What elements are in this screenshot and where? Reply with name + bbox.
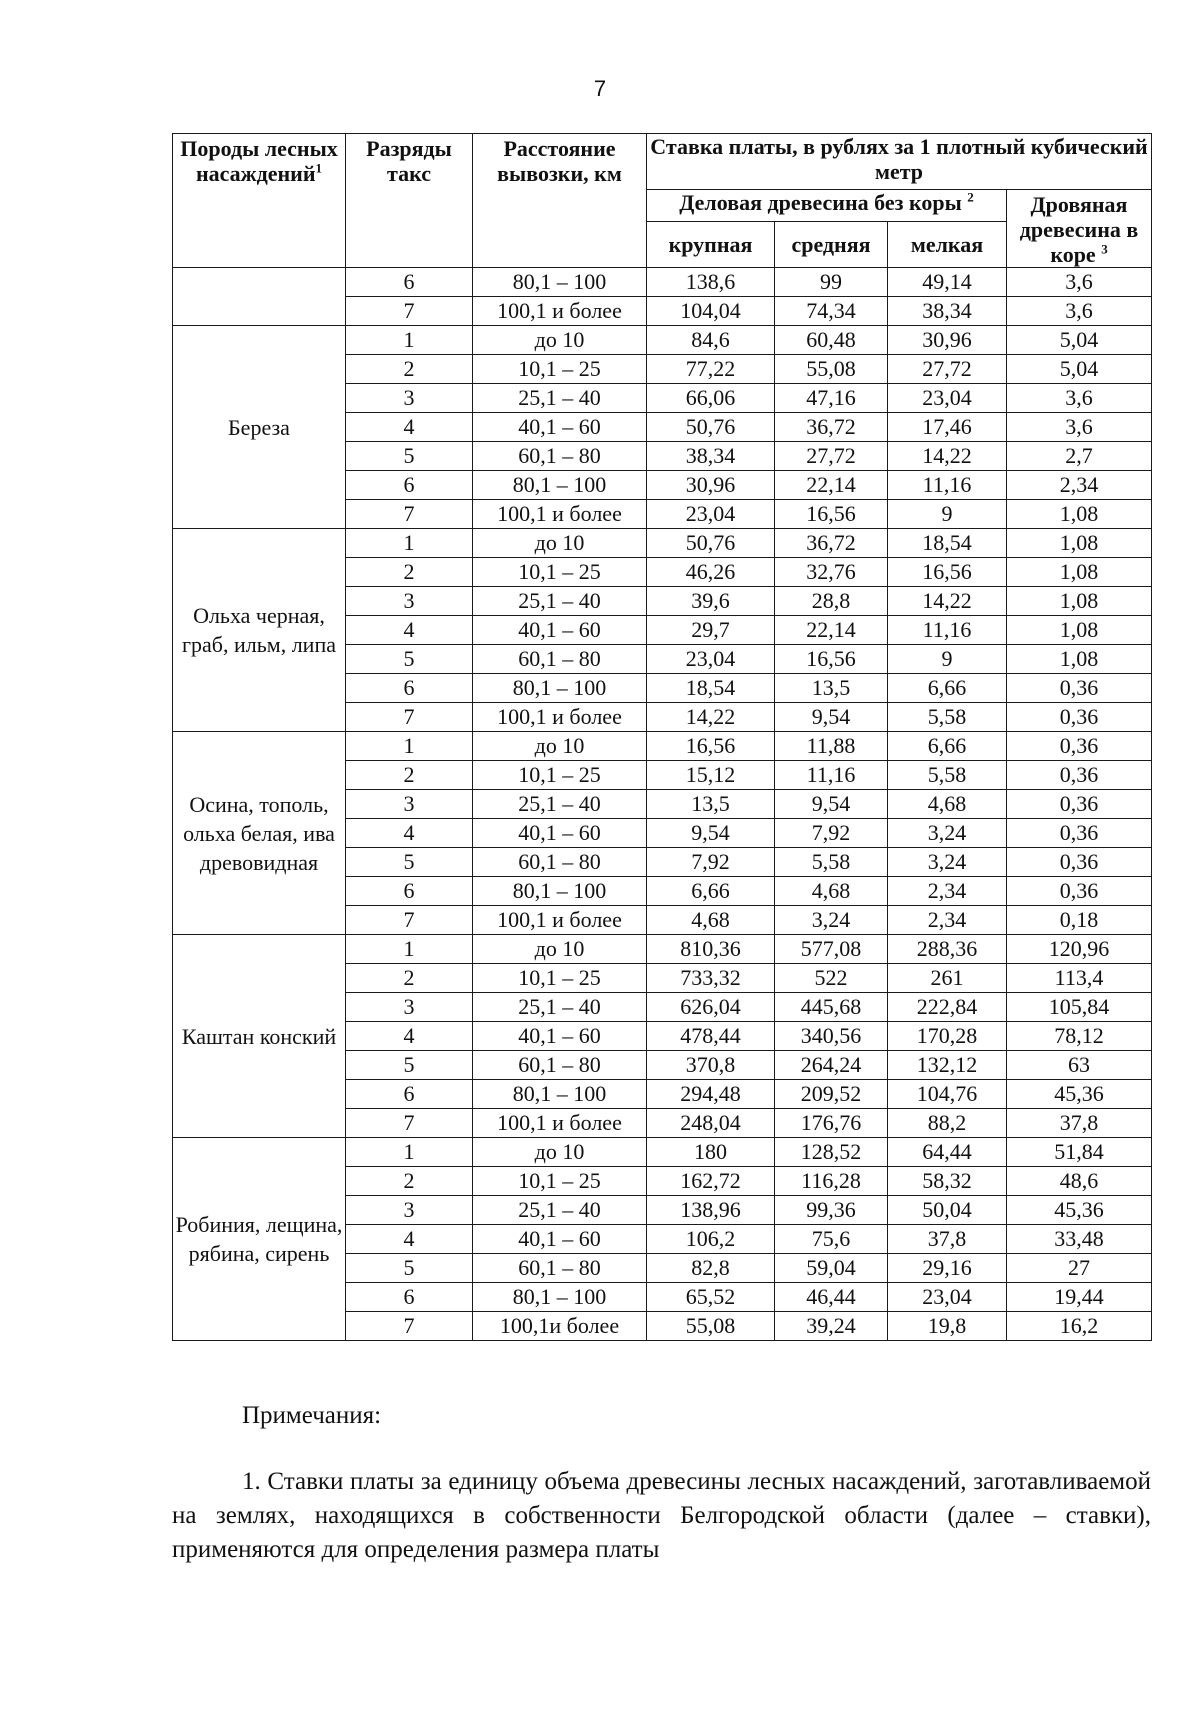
distance-cell: 100,1 и более <box>473 906 647 935</box>
large-cell: 50,76 <box>647 529 775 558</box>
table-row <box>173 529 1152 558</box>
medium-cell: 577,08 <box>775 935 888 964</box>
tax-class-cell: 6 <box>346 471 473 500</box>
large-cell: 66,06 <box>647 384 775 413</box>
large-cell: 23,04 <box>647 500 775 529</box>
tax-class-cell: 7 <box>346 703 473 732</box>
large-cell: 38,34 <box>647 442 775 471</box>
distance-cell: 80,1 – 100 <box>473 471 647 500</box>
tax-class-cell: 4 <box>346 1022 473 1051</box>
tax-class-cell: 7 <box>346 297 473 326</box>
medium-cell: 16,56 <box>775 645 888 674</box>
large-cell: 162,72 <box>647 1167 775 1196</box>
large-cell: 6,66 <box>647 877 775 906</box>
fuel-cell: 1,08 <box>1007 616 1152 645</box>
medium-cell: 209,52 <box>775 1080 888 1109</box>
small-cell: 9 <box>888 500 1007 529</box>
fuel-cell: 2,7 <box>1007 442 1152 471</box>
large-cell: 810,36 <box>647 935 775 964</box>
small-cell: 2,34 <box>888 906 1007 935</box>
small-cell: 14,22 <box>888 587 1007 616</box>
distance-cell: 10,1 – 25 <box>473 964 647 993</box>
table-row <box>173 935 1152 964</box>
fuel-cell: 48,6 <box>1007 1167 1152 1196</box>
small-cell: 38,34 <box>888 297 1007 326</box>
species-cell: Береза <box>173 326 346 529</box>
page-number: 7 <box>593 76 607 101</box>
fuel-cell: 1,08 <box>1007 500 1152 529</box>
header-rate: Ставка платы, в рублях за 1 плотный кубический метр <box>647 134 1152 190</box>
species-cell: Ольха черная, граб, ильм, липа <box>173 529 346 732</box>
fuel-cell: 120,96 <box>1007 935 1152 964</box>
tax-class-cell: 5 <box>346 1254 473 1283</box>
distance-cell: 10,1 – 25 <box>473 558 647 587</box>
small-cell: 2,34 <box>888 877 1007 906</box>
tax-class-cell: 3 <box>346 993 473 1022</box>
table-row <box>173 268 1152 297</box>
medium-cell: 340,56 <box>775 1022 888 1051</box>
distance-cell: 60,1 – 80 <box>473 848 647 877</box>
tax-class-cell: 5 <box>346 848 473 877</box>
small-cell: 27,72 <box>888 355 1007 384</box>
small-cell: 9 <box>888 645 1007 674</box>
medium-cell: 22,14 <box>775 471 888 500</box>
distance-cell: 10,1 – 25 <box>473 1167 647 1196</box>
medium-cell: 99 <box>775 268 888 297</box>
distance-cell: 40,1 – 60 <box>473 1225 647 1254</box>
distance-cell: 80,1 – 100 <box>473 1283 647 1312</box>
medium-cell: 9,54 <box>775 790 888 819</box>
fuel-cell: 3,6 <box>1007 268 1152 297</box>
small-cell: 17,46 <box>888 413 1007 442</box>
large-cell: 370,8 <box>647 1051 775 1080</box>
fuel-cell: 0,36 <box>1007 761 1152 790</box>
tax-class-cell: 1 <box>346 326 473 355</box>
tax-class-cell: 2 <box>346 761 473 790</box>
small-cell: 14,22 <box>888 442 1007 471</box>
distance-cell: 100,1 и более <box>473 703 647 732</box>
distance-cell: 60,1 – 80 <box>473 645 647 674</box>
tax-class-cell: 4 <box>346 819 473 848</box>
medium-cell: 522 <box>775 964 888 993</box>
distance-cell: 60,1 – 80 <box>473 1254 647 1283</box>
small-cell: 3,24 <box>888 848 1007 877</box>
fuel-cell: 5,04 <box>1007 355 1152 384</box>
distance-cell: до 10 <box>473 732 647 761</box>
medium-cell: 27,72 <box>775 442 888 471</box>
large-cell: 77,22 <box>647 355 775 384</box>
large-cell: 50,76 <box>647 413 775 442</box>
note-item: 1. Ставки платы за единицу объема древесины лесных насаждений, заготавливаемой на землях, находящихся в собственности Белгородской области (далее – ставки), применяются для определения размера платы <box>172 1468 1151 1563</box>
distance-cell: 100,1 и более <box>473 500 647 529</box>
tax-class-cell: 6 <box>346 1283 473 1312</box>
large-cell: 106,2 <box>647 1225 775 1254</box>
large-cell: 13,5 <box>647 790 775 819</box>
large-cell: 23,04 <box>647 645 775 674</box>
fuel-cell: 1,08 <box>1007 529 1152 558</box>
small-cell: 29,16 <box>888 1254 1007 1283</box>
header-business-wood: Деловая древесина без коры $^2$ <box>647 190 1007 222</box>
distance-cell: 25,1 – 40 <box>473 384 647 413</box>
distance-cell: 80,1 – 100 <box>473 268 647 297</box>
distance-cell: 80,1 – 100 <box>473 674 647 703</box>
fuel-cell: 45,36 <box>1007 1196 1152 1225</box>
large-cell: 4,68 <box>647 906 775 935</box>
tax-class-cell: 7 <box>346 1109 473 1138</box>
small-cell: 132,12 <box>888 1051 1007 1080</box>
small-cell: 16,56 <box>888 558 1007 587</box>
header-small: мелкая <box>888 221 1007 267</box>
tax-class-cell: 2 <box>346 558 473 587</box>
distance-cell: до 10 <box>473 935 647 964</box>
medium-cell: 16,56 <box>775 500 888 529</box>
small-cell: 170,28 <box>888 1022 1007 1051</box>
tax-class-cell: 3 <box>346 1196 473 1225</box>
small-cell: 5,58 <box>888 703 1007 732</box>
distance-cell: до 10 <box>473 1138 647 1167</box>
tax-class-cell: 3 <box>346 790 473 819</box>
small-cell: 23,04 <box>888 1283 1007 1312</box>
tax-class-cell: 1 <box>346 529 473 558</box>
medium-cell: 5,58 <box>775 848 888 877</box>
distance-cell: 40,1 – 60 <box>473 1022 647 1051</box>
large-cell: 104,04 <box>647 297 775 326</box>
medium-cell: 36,72 <box>775 529 888 558</box>
distance-cell: 10,1 – 25 <box>473 355 647 384</box>
species-cell: Робиния, лещина, рябина, сирень <box>173 1138 346 1341</box>
table-row <box>173 1138 1152 1167</box>
medium-cell: 55,08 <box>775 355 888 384</box>
fuel-cell: 37,8 <box>1007 1109 1152 1138</box>
fuel-cell: 3,6 <box>1007 384 1152 413</box>
medium-cell: 32,76 <box>775 558 888 587</box>
distance-cell: 40,1 – 60 <box>473 616 647 645</box>
small-cell: 261 <box>888 964 1007 993</box>
fuel-cell: 0,36 <box>1007 732 1152 761</box>
tax-class-cell: 6 <box>346 268 473 297</box>
distance-cell: 10,1 – 25 <box>473 761 647 790</box>
fuel-cell: 3,6 <box>1007 413 1152 442</box>
medium-cell: 59,04 <box>775 1254 888 1283</box>
distance-cell: 80,1 – 100 <box>473 877 647 906</box>
small-cell: 37,8 <box>888 1225 1007 1254</box>
large-cell: 733,32 <box>647 964 775 993</box>
medium-cell: 60,48 <box>775 326 888 355</box>
fuel-cell: 33,48 <box>1007 1225 1152 1254</box>
large-cell: 30,96 <box>647 471 775 500</box>
medium-cell: 264,24 <box>775 1051 888 1080</box>
large-cell: 138,6 <box>647 268 775 297</box>
medium-cell: 11,88 <box>775 732 888 761</box>
table-row <box>173 326 1152 355</box>
fuel-cell: 16,2 <box>1007 1312 1152 1341</box>
small-cell: 49,14 <box>888 268 1007 297</box>
table-header <box>173 134 1152 268</box>
large-cell: 9,54 <box>647 819 775 848</box>
large-cell: 18,54 <box>647 674 775 703</box>
tax-class-cell: 4 <box>346 1225 473 1254</box>
medium-cell: 4,68 <box>775 877 888 906</box>
medium-cell: 13,5 <box>775 674 888 703</box>
fuel-cell: 0,36 <box>1007 674 1152 703</box>
medium-cell: 28,8 <box>775 587 888 616</box>
large-cell: 626,04 <box>647 993 775 1022</box>
species-cell <box>173 268 346 326</box>
tax-class-cell: 4 <box>346 413 473 442</box>
species-cell: Каштан конский <box>173 935 346 1138</box>
medium-cell: 445,68 <box>775 993 888 1022</box>
fuel-cell: 27 <box>1007 1254 1152 1283</box>
large-cell: 14,22 <box>647 703 775 732</box>
small-cell: 5,58 <box>888 761 1007 790</box>
small-cell: 4,68 <box>888 790 1007 819</box>
tax-class-cell: 3 <box>346 587 473 616</box>
fuel-cell: 5,04 <box>1007 326 1152 355</box>
large-cell: 180 <box>647 1138 775 1167</box>
header-large: крупная <box>647 221 775 267</box>
small-cell: 222,84 <box>888 993 1007 1022</box>
fuel-cell: 1,08 <box>1007 645 1152 674</box>
distance-cell: 100,1и более <box>473 1312 647 1341</box>
header-medium: средняя <box>775 221 888 267</box>
distance-cell: до 10 <box>473 529 647 558</box>
species-cell: Осина, тополь, ольха белая, ива древовидная <box>173 732 346 935</box>
tax-class-cell: 1 <box>346 935 473 964</box>
tax-class-cell: 1 <box>346 732 473 761</box>
medium-cell: 22,14 <box>775 616 888 645</box>
fuel-cell: 0,18 <box>1007 906 1152 935</box>
medium-cell: 3,24 <box>775 906 888 935</box>
medium-cell: 99,36 <box>775 1196 888 1225</box>
small-cell: 3,24 <box>888 819 1007 848</box>
medium-cell: 116,28 <box>775 1167 888 1196</box>
small-cell: 58,32 <box>888 1167 1007 1196</box>
large-cell: 7,92 <box>647 848 775 877</box>
small-cell: 30,96 <box>888 326 1007 355</box>
tax-class-cell: 5 <box>346 645 473 674</box>
small-cell: 18,54 <box>888 529 1007 558</box>
header-tax-class: Разряды такс <box>346 134 473 268</box>
table-row <box>173 732 1152 761</box>
tax-class-cell: 3 <box>346 384 473 413</box>
tax-class-cell: 6 <box>346 1080 473 1109</box>
medium-cell: 176,76 <box>775 1109 888 1138</box>
medium-cell: 39,24 <box>775 1312 888 1341</box>
fuel-cell: 0,36 <box>1007 848 1152 877</box>
rates-table <box>172 133 1152 1341</box>
distance-cell: 25,1 – 40 <box>473 587 647 616</box>
distance-cell: до 10 <box>473 326 647 355</box>
tax-class-cell: 4 <box>346 616 473 645</box>
medium-cell: 47,16 <box>775 384 888 413</box>
large-cell: 29,7 <box>647 616 775 645</box>
tax-class-cell: 6 <box>346 674 473 703</box>
large-cell: 82,8 <box>647 1254 775 1283</box>
fuel-cell: 1,08 <box>1007 587 1152 616</box>
small-cell: 104,76 <box>888 1080 1007 1109</box>
table-body <box>173 268 1152 1341</box>
fuel-cell: 0,36 <box>1007 819 1152 848</box>
fuel-cell: 3,6 <box>1007 297 1152 326</box>
tax-class-cell: 5 <box>346 1051 473 1080</box>
medium-cell: 46,44 <box>775 1283 888 1312</box>
fuel-cell: 51,84 <box>1007 1138 1152 1167</box>
large-cell: 84,6 <box>647 326 775 355</box>
large-cell: 294,48 <box>647 1080 775 1109</box>
distance-cell: 100,1 и более <box>473 1109 647 1138</box>
distance-cell: 25,1 – 40 <box>473 993 647 1022</box>
large-cell: 46,26 <box>647 558 775 587</box>
fuel-cell: 2,34 <box>1007 471 1152 500</box>
fuel-cell: 113,4 <box>1007 964 1152 993</box>
medium-cell: 7,92 <box>775 819 888 848</box>
notes-title: Примечания: <box>242 1402 382 1429</box>
tax-class-cell: 2 <box>346 964 473 993</box>
tax-class-cell: 7 <box>346 1312 473 1341</box>
distance-cell: 25,1 – 40 <box>473 790 647 819</box>
tax-class-cell: 2 <box>346 1167 473 1196</box>
header-fuel-wood: Дровяная древесина в коре $^3$ <box>1007 190 1152 268</box>
large-cell: 248,04 <box>647 1109 775 1138</box>
medium-cell: 11,16 <box>775 761 888 790</box>
fuel-cell: 0,36 <box>1007 790 1152 819</box>
fuel-cell: 0,36 <box>1007 877 1152 906</box>
header-distance: Расстояние вывозки, км <box>473 134 647 268</box>
fuel-cell: 0,36 <box>1007 703 1152 732</box>
tax-class-cell: 1 <box>346 1138 473 1167</box>
medium-cell: 128,52 <box>775 1138 888 1167</box>
large-cell: 65,52 <box>647 1283 775 1312</box>
distance-cell: 25,1 – 40 <box>473 1196 647 1225</box>
small-cell: 23,04 <box>888 384 1007 413</box>
small-cell: 11,16 <box>888 616 1007 645</box>
large-cell: 15,12 <box>647 761 775 790</box>
fuel-cell: 78,12 <box>1007 1022 1152 1051</box>
fuel-cell: 19,44 <box>1007 1283 1152 1312</box>
small-cell: 6,66 <box>888 674 1007 703</box>
small-cell: 88,2 <box>888 1109 1007 1138</box>
fuel-cell: 63 <box>1007 1051 1152 1080</box>
fuel-cell: 45,36 <box>1007 1080 1152 1109</box>
fuel-cell: 105,84 <box>1007 993 1152 1022</box>
tax-class-cell: 5 <box>346 442 473 471</box>
large-cell: 16,56 <box>647 732 775 761</box>
medium-cell: 74,34 <box>775 297 888 326</box>
tax-class-cell: 2 <box>346 355 473 384</box>
tax-class-cell: 6 <box>346 877 473 906</box>
medium-cell: 9,54 <box>775 703 888 732</box>
small-cell: 19,8 <box>888 1312 1007 1341</box>
tax-class-cell: 7 <box>346 906 473 935</box>
distance-cell: 40,1 – 60 <box>473 819 647 848</box>
header-species: Породы лесных насаждений$^1$ <box>173 134 346 268</box>
tax-class-cell: 7 <box>346 500 473 529</box>
fuel-cell: 1,08 <box>1007 558 1152 587</box>
large-cell: 138,96 <box>647 1196 775 1225</box>
small-cell: 11,16 <box>888 471 1007 500</box>
small-cell: 288,36 <box>888 935 1007 964</box>
large-cell: 478,44 <box>647 1022 775 1051</box>
large-cell: 55,08 <box>647 1312 775 1341</box>
medium-cell: 36,72 <box>775 413 888 442</box>
small-cell: 64,44 <box>888 1138 1007 1167</box>
distance-cell: 100,1 и более <box>473 297 647 326</box>
medium-cell: 75,6 <box>775 1225 888 1254</box>
distance-cell: 40,1 – 60 <box>473 413 647 442</box>
distance-cell: 60,1 – 80 <box>473 442 647 471</box>
large-cell: 39,6 <box>647 587 775 616</box>
small-cell: 50,04 <box>888 1196 1007 1225</box>
distance-cell: 60,1 – 80 <box>473 1051 647 1080</box>
distance-cell: 80,1 – 100 <box>473 1080 647 1109</box>
small-cell: 6,66 <box>888 732 1007 761</box>
